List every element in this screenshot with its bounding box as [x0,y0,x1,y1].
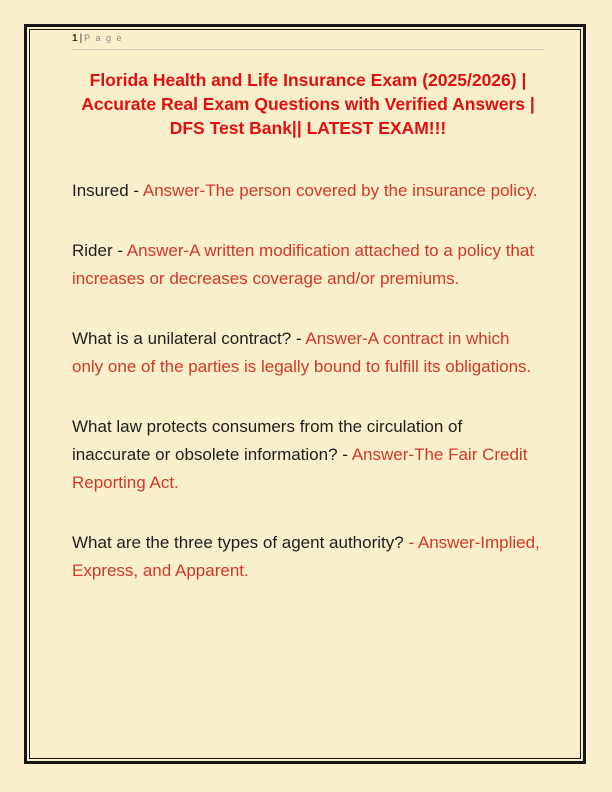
page-word-label: P a g e [84,33,124,43]
answer-text: Answer-The Fair Credit Reporting Act. [72,445,528,492]
answer-text: - Answer-Implied, Express, and Apparent. [72,533,540,580]
question-text: What is a unilateral contract? - [72,329,306,348]
title-line-1: Florida Health and Life Insurance Exam (2025/2026) | [89,70,527,90]
title-line-3: DFS Test Bank|| LATEST EXAM!!! [169,118,447,138]
answer-text: Answer-A written modification attached to a policy that increases or decreases coverage and/or premiums. [72,241,535,288]
title-line-2: Accurate Real Exam Questions with Verified Answers | [81,94,535,114]
qa-list [72,177,544,585]
question-text: What law protects consumers from the circulation of inaccurate or obsolete information? - [72,417,463,464]
qa-item-insured [72,177,544,205]
qa-item-unilateral-contract [72,325,544,381]
question-text: Rider - [72,241,127,260]
qa-item-rider [72,237,544,293]
page-header-separator: | [79,33,83,44]
qa-item-fair-credit [72,413,544,497]
question-text: What are the three types of agent authority? [72,533,409,552]
page-content [72,33,544,617]
question-text: Insured - [72,181,143,200]
document-title [72,68,544,140]
page-number: 1 [72,33,78,44]
qa-item-agent-authority [72,529,544,585]
answer-text: Answer-A contract in which only one of the parties is legally bound to fulfill its obligations. [72,329,532,376]
header-rule [72,49,544,50]
answer-text: Answer-The person covered by the insurance policy. [142,181,538,200]
page-header [72,33,544,44]
